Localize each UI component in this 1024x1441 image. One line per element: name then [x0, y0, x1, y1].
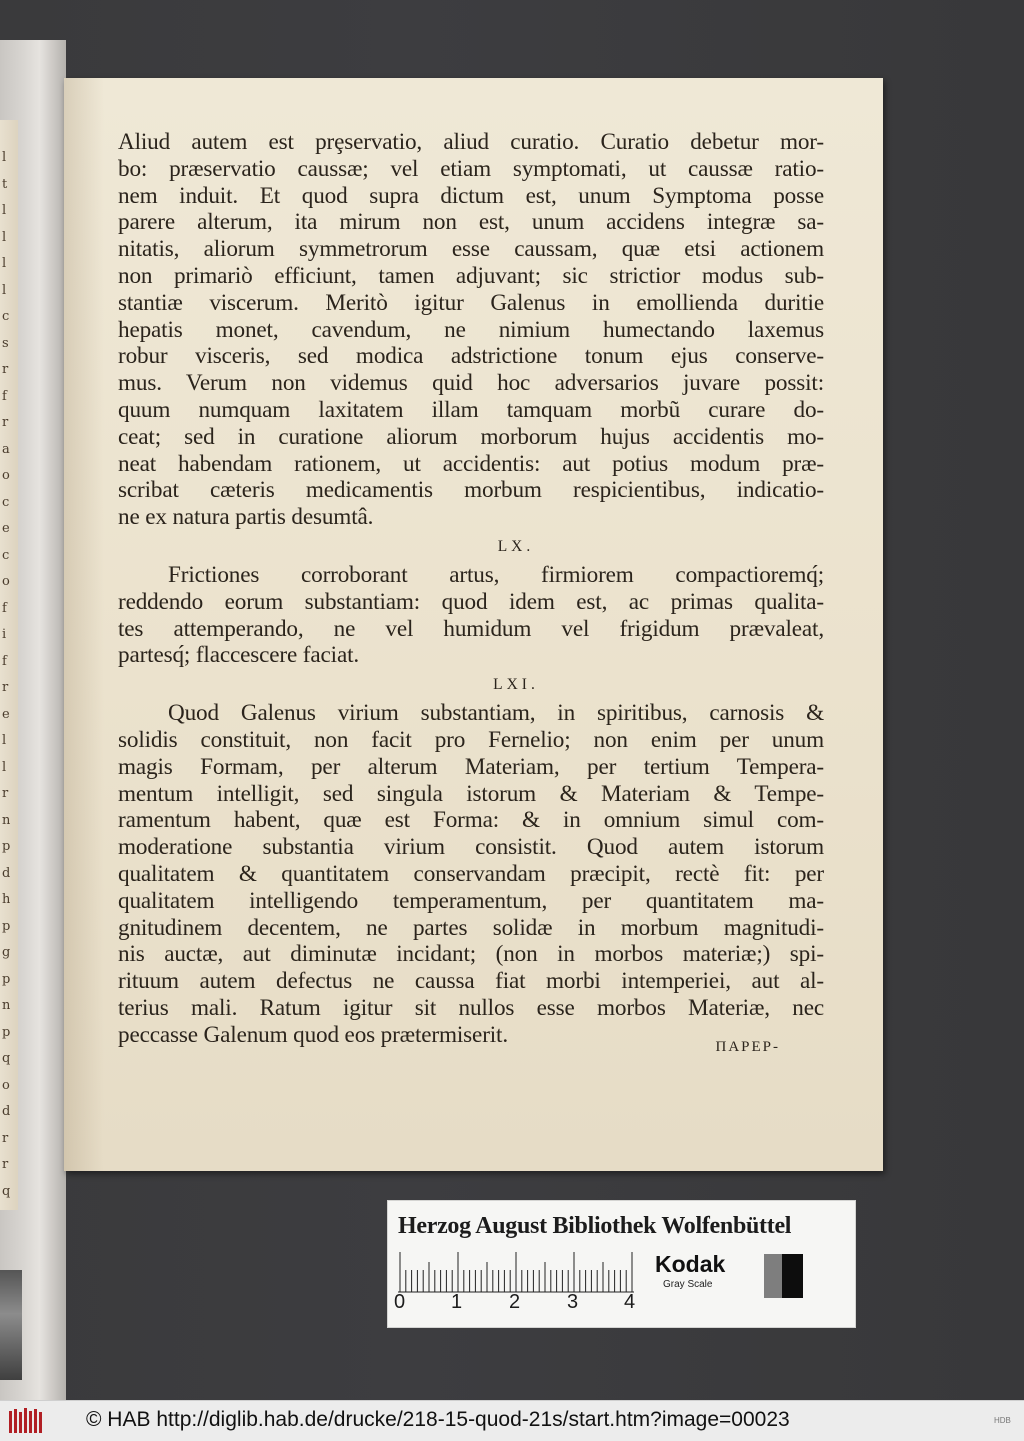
gray-scale-label: Gray Scale: [663, 1279, 713, 1290]
facing-page-letter: n: [2, 998, 11, 1013]
facing-page-letter: d: [2, 1104, 11, 1119]
text-line: rituum autem defectus ne caussa fiat morbi intemperiei, aut al-: [118, 968, 824, 995]
facing-page-letter: g: [2, 945, 11, 960]
kodak-logo: Kodak: [655, 1251, 726, 1277]
facing-page-letter: o: [2, 1077, 10, 1093]
ruler-number-2: 2: [509, 1291, 521, 1313]
facing-page-letter: t: [2, 176, 8, 192]
text-line: moderatione substantia virium consistit. Quod autem istorum: [118, 834, 824, 861]
text-line: stantiæ viscerum. Meritò igitur Galenus in emollienda duritie: [118, 289, 824, 316]
text-line: bo: præservatio caussæ; vel etiam symptomati, ut caussæ ratio-: [118, 155, 824, 182]
facing-page-letter: q: [2, 1051, 11, 1066]
section-heading-lxi: LXI.: [493, 676, 539, 694]
facing-page-letter: c: [2, 547, 10, 563]
facing-page-letter: p: [2, 839, 11, 854]
binding-clip: [0, 1270, 22, 1380]
facing-page-letter: o: [2, 574, 10, 589]
ruler-number-1: 1: [451, 1291, 463, 1313]
facing-page-letter: s: [2, 335, 9, 351]
text-line: hepatis monet, cavendum, ne nimium humectando laxemus: [118, 316, 824, 343]
facing-page-letter: l: [2, 733, 7, 748]
gray-swatch: [764, 1254, 782, 1298]
text-line: qualitatem & quantitatem conservandam præcipit, rectè fit: per: [118, 860, 824, 887]
paragraph-1: [118, 129, 824, 531]
facing-page-letter: e: [2, 706, 10, 722]
library-label-card: [387, 1200, 856, 1328]
facing-page-letter: h: [2, 892, 11, 907]
facing-page-letter: n: [2, 812, 11, 828]
ruler-scale: [398, 1251, 634, 1293]
facing-page-letter: f: [2, 388, 7, 404]
text-line: solidis constituit, non facit pro Fernelio; non enim per unum: [118, 726, 824, 753]
text-line: terius mali. Ratum igitur sit nullos esse morbos Materiæ, nec: [118, 994, 824, 1021]
ruler-number-4: 4: [624, 1291, 636, 1313]
text-line: ceat; sed in curatione aliorum morborum hujus accidentis mo-: [118, 423, 824, 450]
text-line: Quod Galenus virium substantiam, in spiritibus, carnosis &: [168, 700, 824, 727]
text-line: nitatis, aliorum symmetrorum esse caussam, quæ etsi actionem: [118, 236, 824, 263]
facing-page-letter: p: [2, 1024, 11, 1040]
text-line: scribat cæteris medicamentis morbum respicientibus, indicatio-: [118, 477, 824, 504]
text-line: reddendo eorum substantiam: quod idem est, ac primas qualita-: [118, 588, 824, 615]
facing-page-letter: l: [2, 203, 7, 218]
text-line: Frictiones corroborant artus, firmiorem compactioremq́;: [168, 561, 824, 588]
facing-page-letter: q: [2, 1183, 11, 1199]
text-line: parere alterum, ita mirum non est, unum accidens integræ sa-: [118, 209, 824, 236]
text-line: robur visceris, sed modica adstrictione tonum ejus conserve-: [118, 343, 824, 370]
catchword: ΠΑΡΕΡ-: [715, 1039, 780, 1055]
text-line: qualitatem intelligendo temperamentum, per quantitatem ma-: [118, 887, 824, 914]
text-line: magis Formam, per alterum Materiam, per tertium Tempera-: [118, 753, 824, 780]
ruler-number-3: 3: [567, 1291, 579, 1313]
text-line: mentum intelligit, sed singula istorum & Materiam & Tempe-: [118, 780, 824, 807]
black-swatch: [782, 1254, 803, 1298]
section-heading-lx: LX.: [497, 537, 535, 555]
text-line: Aliud autem est prȩservatio, aliud curatio. Curatio debetur mor-: [118, 129, 824, 155]
facing-page-letter: p: [2, 971, 11, 987]
facing-page-letter: l: [2, 282, 7, 298]
facing-page-letter: a: [2, 441, 10, 457]
page-gutter-shade: [64, 78, 104, 1171]
facing-page-letter: l: [2, 759, 7, 775]
facing-page-letter: o: [2, 468, 10, 483]
copyright-text: © HAB: [86, 1408, 151, 1431]
text-line: mus. Verum non videmus quid hoc adversarios juvare possit:: [118, 370, 824, 397]
left-page-sleeve: [0, 40, 66, 1400]
facing-page-letter: l: [2, 256, 7, 271]
facing-page-letter: r: [2, 1130, 9, 1146]
ruler-number-0: 0: [394, 1291, 406, 1313]
text-line: peccasse Galenum quod eos prætermiserit.: [118, 1021, 508, 1048]
facing-page-letter: r: [2, 1157, 9, 1172]
facing-page-letter: c: [2, 494, 10, 510]
text-line: ne ex natura partis desumtâ.: [118, 504, 374, 531]
paragraph-2: [118, 562, 824, 669]
facing-page-letter: e: [2, 521, 10, 536]
text-line: partesq́; flaccescere faciat.: [118, 642, 360, 669]
facing-page-letter: l: [2, 150, 7, 165]
facing-page-letter: r: [2, 362, 9, 377]
library-name: Herzog August Bibliothek Wolfenbüttel: [398, 1213, 792, 1239]
text-line: tes attemperando, ne vel humidum vel frigidum prævaleat,: [118, 615, 824, 642]
text-line: non primariò efficiunt, tamen adjuvant; sic strictior modus sub-: [118, 262, 824, 289]
text-line: nem induit. Et quod supra dictum est, unum Symptoma posse: [118, 182, 824, 209]
status-bar: [0, 1400, 1024, 1441]
page-text: [118, 129, 824, 1049]
text-line: ramentum habent, quæ est Forma: & in omnium simul com-: [118, 807, 824, 834]
text-line: nis auctæ, aut diminutæ incidant; (non in morbos materiæ;) spi-: [118, 941, 824, 968]
facing-page-letter: p: [2, 918, 11, 934]
book-page: [64, 78, 883, 1171]
text-line: quum numquam laxitatem illam tamquam morbũ curare do-: [118, 396, 824, 423]
facing-page-letter: l: [2, 229, 7, 245]
corner-mark: HDB: [994, 1416, 1011, 1425]
facing-page-letter: i: [2, 627, 7, 642]
facing-page-letter: f: [2, 600, 7, 616]
facing-page-letter: r: [2, 415, 9, 430]
hab-logo-icon: [8, 1407, 46, 1435]
text-line: gnitudinem decentem, ne partes solidæ in morbum magnitudi-: [118, 914, 824, 941]
facing-page-letter: r: [2, 680, 9, 695]
text-line: neat habendam rationem, ut accidentis: aut potius modum præ-: [118, 450, 824, 477]
facing-page-letter: f: [2, 653, 7, 669]
facing-page-letter: d: [2, 865, 11, 881]
facing-page-letter: r: [2, 786, 9, 801]
source-url-link[interactable]: http://diglib.hab.de/drucke/218-15-quod-21s/start.htm?image=00023: [156, 1408, 790, 1431]
facing-page-letter: c: [2, 309, 10, 324]
paragraph-3: [118, 700, 824, 1048]
footer-citation: [86, 1408, 790, 1432]
